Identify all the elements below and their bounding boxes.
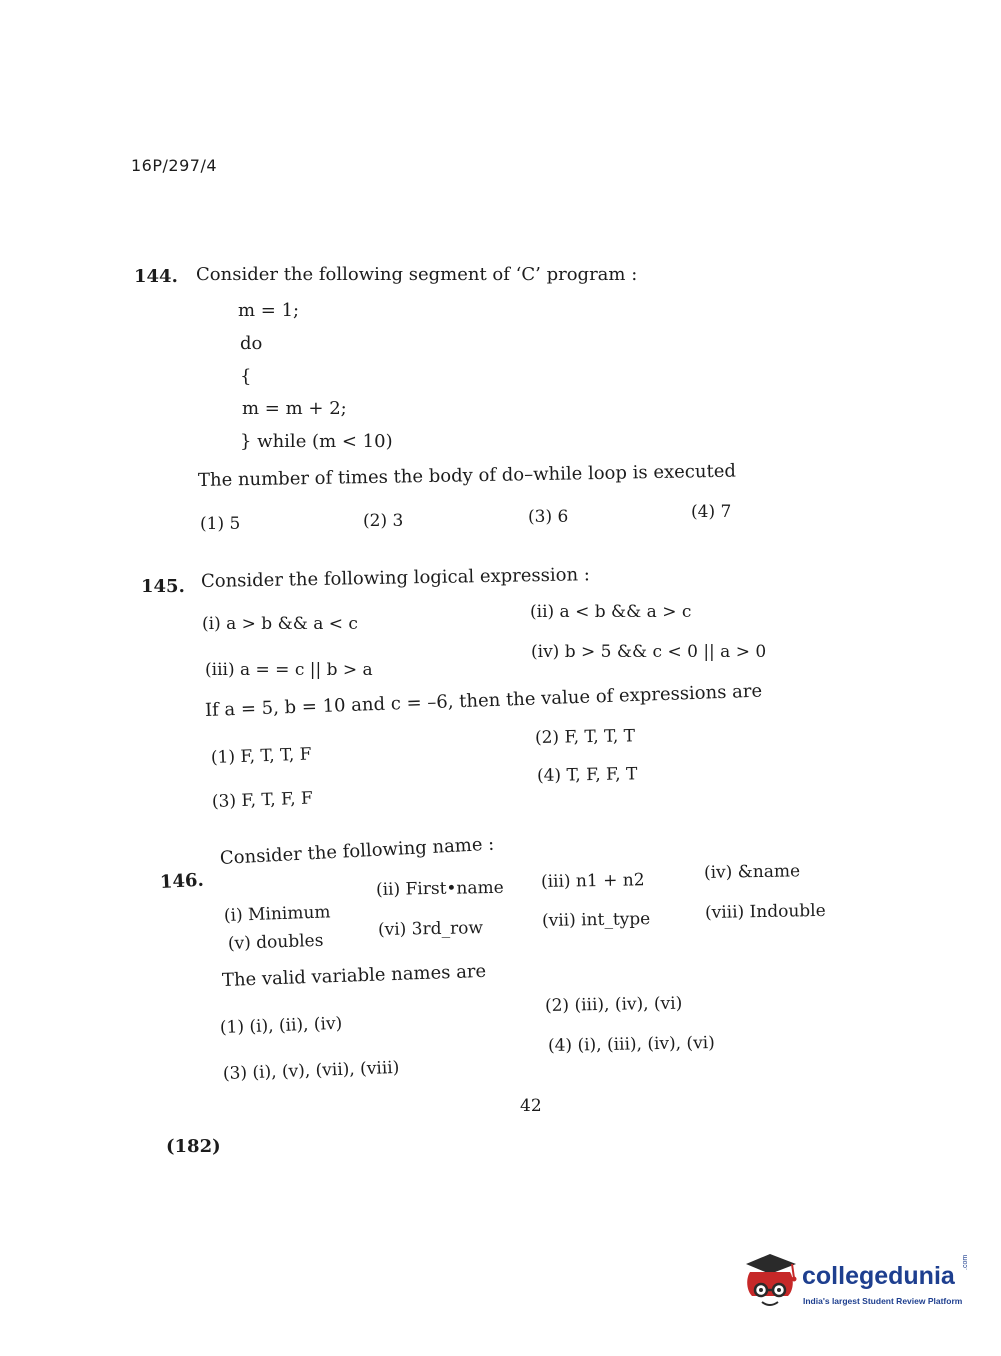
q146-name-1: (i) Minimum	[223, 902, 331, 926]
question-146-number: 146.	[159, 869, 205, 893]
q145-option-2: (2) F, T, T, T	[534, 726, 636, 748]
code-line-5: } while (m < 10)	[240, 431, 393, 452]
question-145-condition: If a = 5, b = 10 and c = –6, then the value of expressions are	[204, 680, 763, 721]
q144-option-1: (1) 5	[200, 514, 241, 534]
code-line-1: m = 1;	[238, 300, 300, 321]
q146-name-4: (iv) &name	[703, 861, 801, 883]
q146-name-2: (ii) First•name	[375, 877, 504, 900]
brand-name: collegedunia	[802, 1262, 955, 1290]
q144-option-4: (4) 7	[691, 502, 732, 522]
question-145-text: Consider the following logical expression :	[200, 564, 591, 592]
brand-tagline: India's largest Student Review Platform	[803, 1296, 963, 1306]
q146-name-3: (iii) n1 + n2	[540, 870, 645, 892]
q146-name-8: (viii) Indouble	[704, 900, 826, 923]
q146-option-3: (3) (i), (v), (vii), (viii)	[222, 1057, 400, 1084]
code-line-3: {	[240, 366, 252, 387]
q146-option-2: (2) (iii), (iv), (vi)	[544, 993, 683, 1016]
collegedunia-logo	[740, 1248, 990, 1318]
q146-name-6: (vi) 3rd_row	[377, 918, 484, 940]
question-144-prompt: The number of times the body of do–while loop is executed	[197, 460, 737, 491]
q145-expr-2: (ii) a < b && a > c	[530, 602, 692, 622]
footer-code: (182)	[166, 1136, 221, 1157]
q144-option-2: (2) 3	[363, 511, 404, 531]
q145-expr-4: (iv) b > 5 && c < 0 || a > 0	[531, 642, 767, 662]
q145-option-1: (1) F, T, T, F	[210, 744, 312, 768]
paper-code: 16P/297/4	[131, 156, 218, 175]
q145-expr-3: (iii) a = = c || b > a	[205, 660, 373, 680]
q145-option-3: (3) F, T, F, F	[211, 788, 314, 812]
code-line-4: m = m + 2;	[242, 398, 347, 419]
q144-option-3: (3) 6	[528, 507, 569, 527]
question-144-text: Consider the following segment of ‘C’ program :	[196, 264, 638, 285]
question-145-number: 145.	[141, 576, 185, 597]
page-number: 42	[520, 1096, 542, 1116]
q146-option-1: (1) (i), (ii), (iv)	[219, 1013, 343, 1038]
question-144-number: 144.	[134, 266, 178, 287]
q146-name-7: (vii) int_type	[541, 909, 651, 931]
code-line-2: do	[240, 333, 263, 354]
q146-option-4: (4) (i), (iii), (iv), (vi)	[547, 1033, 715, 1056]
q145-expr-1: (i) a > b && a < c	[202, 614, 358, 634]
q145-option-4: (4) T, F, F, T	[536, 764, 638, 786]
question-146-prompt: The valid variable names are	[221, 960, 487, 991]
brand-dotcom: .com	[962, 1254, 969, 1270]
student-mascot-icon	[740, 1248, 800, 1312]
question-146-text: Consider the following name :	[219, 833, 495, 869]
q146-name-5: (v) doubles	[227, 930, 324, 954]
